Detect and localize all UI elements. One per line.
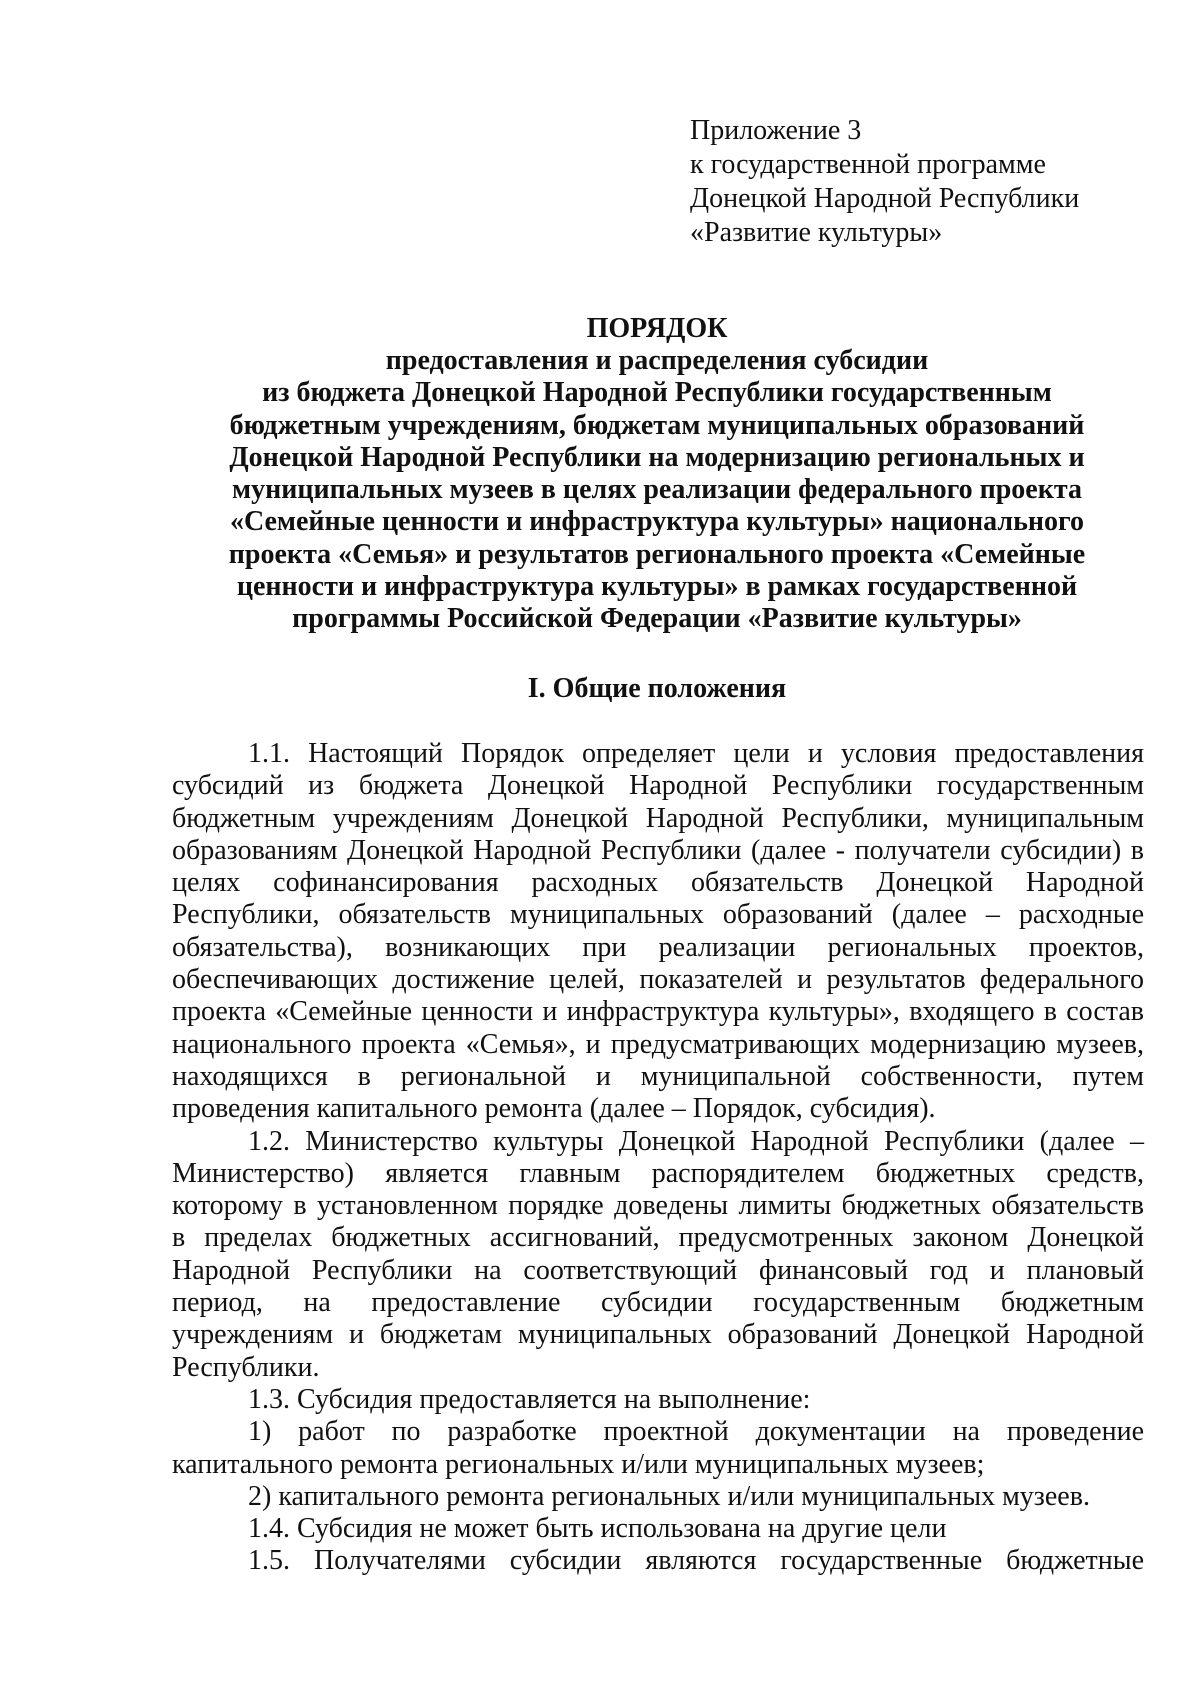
appendix-line: к государственной программе [690, 149, 1046, 180]
appendix-block [690, 114, 1079, 250]
subtitle-line: «Семейные ценности и инфраструктура культуры» национального [229, 506, 1085, 538]
body-line: образованиям Донецкой Народной Республики (далее - получатели субсидии) в [172, 834, 1144, 866]
body-line: 2) капитального ремонта региональных и/или муниципальных музеев. [248, 1480, 1090, 1512]
subtitle-line: бюджетным учреждениям, бюджетам муниципальных образований [229, 409, 1085, 441]
body-line: национального проекта «Семья», и предусматривающих модернизацию музеев, [172, 1028, 1144, 1060]
body-line: обеспечивающих достижение целей, показателей и результатов федерального [172, 964, 1144, 996]
appendix-line: Донецкой Народной Республики [690, 183, 1080, 214]
subtitle-line: Донецкой Народной Республики на модернизацию региональных и [229, 441, 1085, 473]
document-subtitle [190, 345, 1124, 636]
body-line: целях софинансирования расходных обязательств Донецкой Народной [172, 867, 1144, 899]
body-line: 1.3. Субсидия предоставляется на выполнение: [248, 1383, 811, 1415]
body-line: 1) работ по разработке проектной документации на проведение [248, 1416, 1144, 1448]
body-line: обязательства), возникающих при реализации региональных проектов, [172, 931, 1144, 963]
document-title: ПОРЯДОК [586, 313, 728, 344]
subtitle-line: программы Российской Федерации «Развитие культуры» [292, 603, 1022, 635]
appendix-line: «Развитие культуры» [690, 217, 943, 248]
body-line: период, на предоставление субсидии государственным бюджетным [172, 1287, 1144, 1319]
subtitle-line: ценности и инфраструктура культуры» в рамках государственной [236, 571, 1078, 603]
body-line: Народной Республики на соответствующий финансовый год и плановый [172, 1254, 1144, 1286]
section-title: I. Общие положения [527, 673, 787, 704]
body-line: Республики. [172, 1351, 320, 1383]
document-body [172, 738, 1144, 1578]
body-line: которому в установленном порядке доведены лимиты бюджетных обязательств [172, 1190, 1144, 1222]
body-line: Министерство) является главным распорядителем бюджетных средств, [172, 1157, 1144, 1189]
body-line: капитального ремонта региональных и/или муниципальных музеев; [172, 1448, 985, 1480]
body-line: 1.4. Субсидия не может быть использована на другие цели [248, 1513, 947, 1545]
body-line: проведения капитального ремонта (далее – Порядок, субсидия). [172, 1093, 936, 1125]
body-line: Республики, обязательств муниципальных образований (далее – расходные [172, 899, 1144, 931]
body-line: проекта «Семейные ценности и инфраструктура культуры», входящего в состав [172, 996, 1144, 1028]
body-line: учреждениям и бюджетам муниципальных образований Донецкой Народной [172, 1319, 1144, 1351]
subtitle-line: проекта «Семья» и результатов регионального проекта «Семейные [228, 538, 1086, 570]
body-line: 1.5. Получателями субсидии являются государственные бюджетные [248, 1545, 1144, 1577]
subtitle-line: муниципальных музеев в целях реализации федерального проекта [232, 474, 1082, 506]
subtitle-line: из бюджета Донецкой Народной Республики государственным [262, 377, 1052, 409]
body-line: 1.1. Настоящий Порядок определяет цели и условия предоставления [248, 738, 1144, 769]
body-line: находящихся в региональной и муниципальной собственности, путем [172, 1060, 1144, 1092]
body-line: субсидий из бюджета Донецкой Народной Республики государственным [172, 770, 1144, 802]
body-line: 1.2. Министерство культуры Донецкой Народной Республики (далее – [248, 1125, 1144, 1157]
subtitle-line: предоставления и распределения субсидии [385, 345, 929, 376]
body-line: в пределах бюджетных ассигнований, предусмотренных законом Донецкой [172, 1222, 1144, 1254]
body-line: бюджетным учреждениям Донецкой Народной Республики, муниципальным [172, 802, 1144, 834]
appendix-line: Приложение 3 [690, 115, 862, 146]
